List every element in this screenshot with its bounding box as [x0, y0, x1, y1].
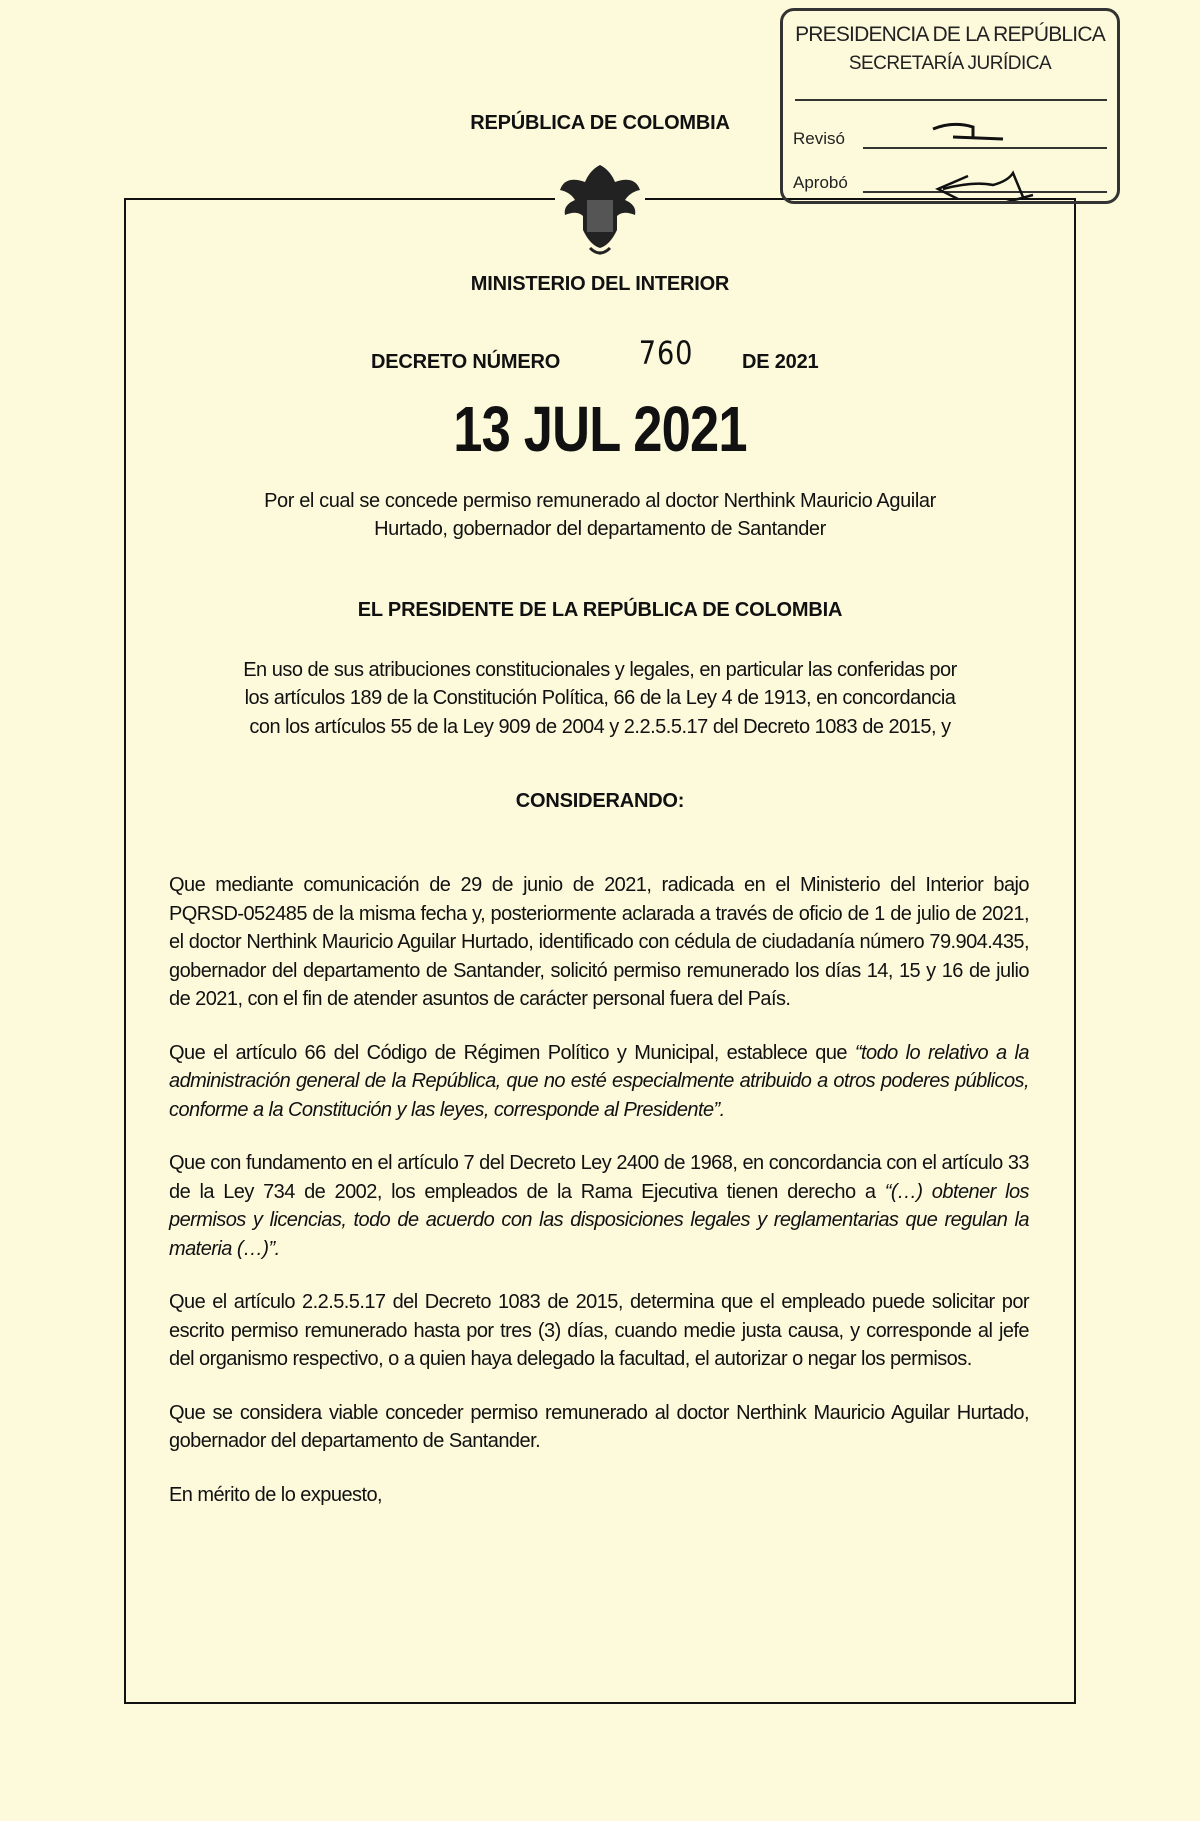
paragraph-4: Que el artículo 2.2.5.5.17 del Decreto 1083 de 2015, determina que el empleado puede solicitar por escrito permiso remunerado hasta por tres (3) días, cuando medie justa causa, y corresponde al jefe del organismo respectivo, o a quien haya delegado la facultad, el autorizar o negar los permisos. — [169, 1291, 1029, 1370]
subject-line: Por el cual se concede permiso remunerado al doctor Nerthink Mauricio Aguilar — [264, 490, 936, 512]
stamp-reviso-label: Revisó — [793, 129, 845, 148]
paragraph-1: Que mediante comunicación de 29 de junio de 2021, radicada en el Ministerio del Interior bajo PQRSD-052485 de la misma fecha y, posteriormente aclarada a través de oficio de 1 de julio de 2021, el doctor Nerthink Mauricio Aguilar Hurtado, identificado con cédula de ciudadanía número 79.904.435, gobernador del departamento de Santander, solicitó permiso remunerado los días 14, 15 y 16 de julio de 2021, con el fin de atender asuntos de carácter personal fuera del País. — [169, 874, 1029, 1010]
secretaria-juridica-stamp — [780, 8, 1120, 204]
decree-label: DECRETO NÚMERO — [371, 351, 561, 373]
coat-of-arms-icon — [555, 160, 645, 260]
decree-year: DE 2021 — [742, 351, 819, 373]
paragraph-3-quote: “(…) obtener los permisos y licencias, todo de acuerdo con las disposiciones legales y reglamentarias que regulan la materia (…)”. — [169, 1180, 1029, 1260]
preamble-line: con los artículos 55 de la Ley 909 de 2004 y 2.2.5.5.17 del Decreto 1083 de 2015, y — [249, 715, 951, 738]
country-heading: REPÚBLICA DE COLOMBIA — [470, 112, 730, 134]
paragraph-3 — [169, 1149, 1029, 1263]
paragraph-2 — [169, 1039, 1029, 1125]
decree-subject — [0, 487, 1200, 543]
stamp-aprobo-label: Aprobó — [793, 173, 848, 192]
closing-line: En mérito de lo expuesto, — [169, 1483, 383, 1506]
preamble-line: los artículos 189 de la Constitución Política, 66 de la Ley 4 de 1913, en concordancia — [244, 687, 956, 710]
decree-date: 13 JUL 2021 — [453, 393, 747, 465]
paragraph-3-text: Que con fundamento en el artículo 7 del Decreto Ley 2400 de 1968, en concordancia con el artículo 33 de la Ley 734 de 2002, los empleados de la Rama Ejecutiva tienen derecho a — [169, 1152, 1029, 1203]
preamble — [0, 656, 1200, 741]
stamp-line-1: PRESIDENCIA DE LA REPÚBLICA — [795, 23, 1105, 46]
paragraph-2-quote: “todo lo relativo a la administración general de la República, que no esté especialmente atribuido a otros poderes públicos, conforme a la Constitución y las leyes, corresponde al Presidente”. — [169, 1041, 1029, 1121]
ministry-heading: MINISTERIO DEL INTERIOR — [470, 273, 730, 295]
paragraph-5: Que se considera viable conceder permiso remunerado al doctor Nerthink Mauricio Aguilar Hurtado, gobernador del departamento de Santander. — [169, 1401, 1029, 1452]
stamp-divider — [795, 99, 1107, 101]
stamp-line-2: SECRETARÍA JURÍDICA — [848, 53, 1052, 74]
considerando-heading: CONSIDERANDO: — [515, 790, 685, 812]
decree-number: 760 — [638, 334, 694, 372]
authority-heading: EL PRESIDENTE DE LA REPÚBLICA DE COLOMBIA — [357, 599, 843, 621]
preamble-line: En uso de sus atribuciones constitucionales y legales, en particular las conferidas por — [243, 659, 957, 681]
considerando-body — [169, 871, 1029, 1534]
subject-line: Hurtado, gobernador del departamento de Santander — [374, 518, 826, 540]
paragraph-2-text: Que el artículo 66 del Código de Régimen Político y Municipal, establece que — [169, 1041, 855, 1064]
